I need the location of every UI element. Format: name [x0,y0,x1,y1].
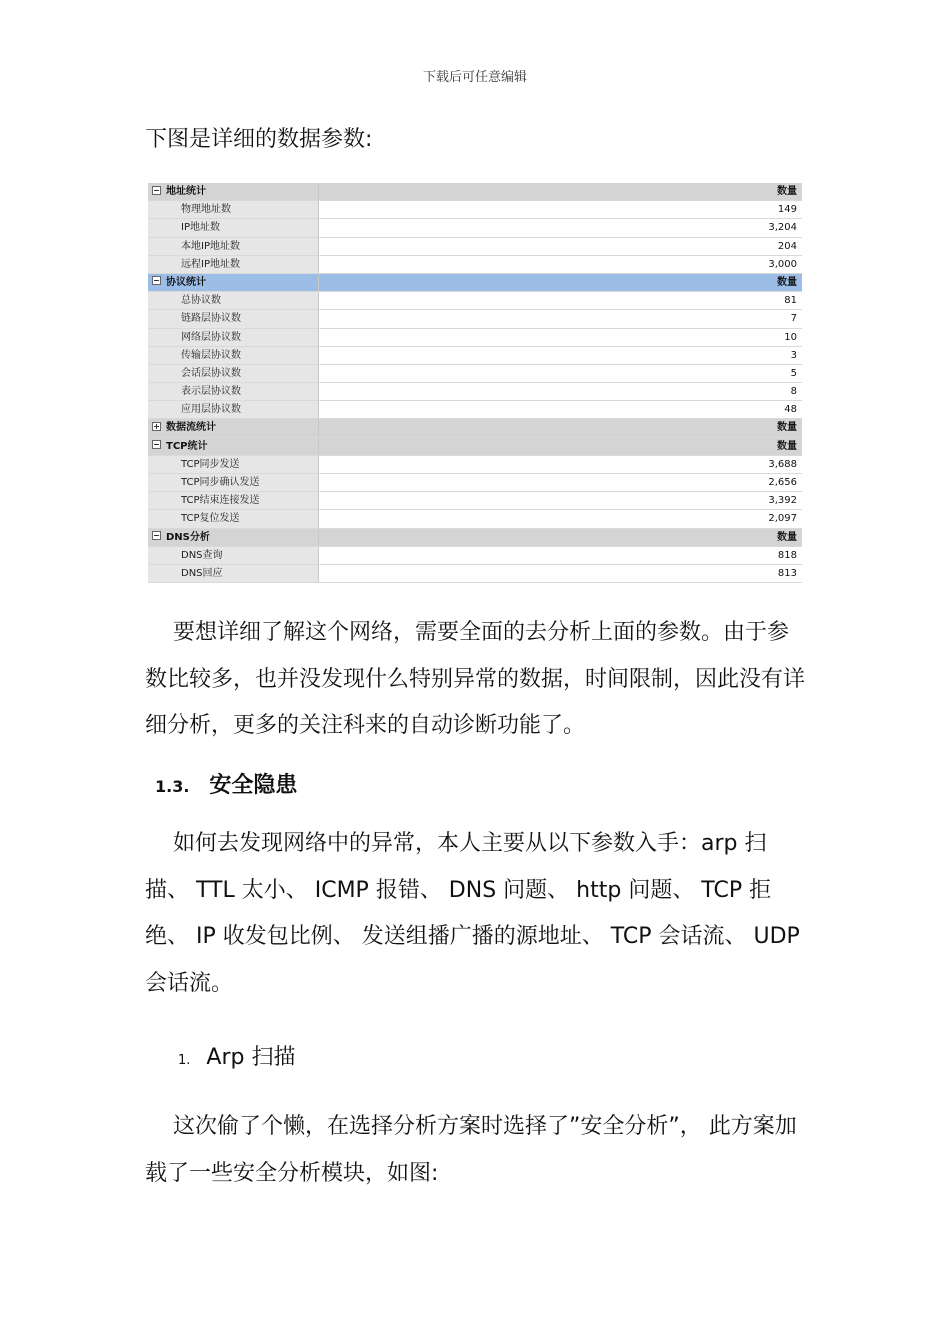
table-row[interactable] [148,219,802,237]
row-label [148,510,319,527]
row-value: 818 [319,547,802,564]
row-label-text: 远程IP地址数 [181,258,240,270]
row-label-text: TCP同步确认发送 [181,477,260,488]
row-label [148,401,319,418]
table-row[interactable] [148,383,802,401]
row-label-text: DNS回应 [181,567,223,579]
row-value: 数量 [319,419,802,436]
section-number: 1.3. [155,777,190,796]
row-value: 数量 [319,274,802,291]
row-value: 数量 [319,438,802,455]
row-value: 3,204 [319,219,802,236]
table-section-row[interactable] [148,438,802,456]
row-label [148,365,319,382]
row-label [148,201,319,218]
row-label-text: 传输层协议数 [181,349,241,361]
row-label-text: 本地IP地址数 [181,240,240,252]
row-label [148,274,319,291]
table-row[interactable] [148,292,802,310]
row-value: 813 [319,565,802,582]
row-label [148,383,319,400]
row-value: 149 [319,201,802,218]
row-label [148,456,319,473]
row-value: 2,097 [319,510,802,527]
row-value: 10 [319,329,802,346]
row-label-text: TCP同步发送 [181,458,240,470]
table-row[interactable] [148,492,802,510]
row-label [148,474,319,491]
row-label-text: TCP结束连接发送 [181,495,260,507]
row-value: 3 [319,347,802,364]
row-label [148,565,319,582]
table-row[interactable] [148,347,802,365]
list-item [178,1040,295,1071]
row-value: 3,000 [319,256,802,273]
row-value: 7 [319,310,802,327]
table-row[interactable] [148,329,802,347]
row-value: 5 [319,365,802,382]
row-label-text: TCP复位发送 [181,513,240,525]
stats-table [148,183,802,583]
row-label [148,329,319,346]
row-label-text: 链路层协议数 [181,313,241,325]
table-row[interactable] [148,547,802,565]
collapse-icon[interactable] [152,440,161,449]
row-label [148,529,319,546]
row-label [148,492,319,509]
table-section-row[interactable] [148,274,802,292]
row-value: 2,656 [319,474,802,491]
table-row[interactable] [148,474,802,492]
table-row[interactable] [148,510,802,528]
table-section-row[interactable] [148,183,802,201]
section-title: 安全隐患 [209,773,298,798]
table-row[interactable] [148,256,802,274]
table-row[interactable] [148,401,802,419]
row-label [148,547,319,564]
paragraph-3: 这次偷了个懒，在选择分析方案时选择了”安全分析”， 此方案加载了一些安全分析模块，如图: [145,1114,797,1186]
paragraph-2: 如何去发现网络中的异常，本人主要从以下参数入手：arp 扫描、 TTL 太小、 ICMP 报错、 DNS 问题、 http 问题、 TCP 拒绝、 IP 收发包比例、 发送组播广播的源地址、 TCP 会话流、 UDP 会话流。 [145,831,800,996]
expand-icon[interactable] [152,422,161,431]
intro-text: 下图是详细的数据参数: [145,127,373,152]
row-value: 81 [319,292,802,309]
row-label [148,256,319,273]
row-label-text: 总协议数 [181,295,221,307]
page-header: 下载后可任意编辑 [422,70,527,85]
table-row[interactable] [148,310,802,328]
row-value: 48 [319,401,802,418]
row-label [148,419,319,436]
list-item-number: 1. [178,1053,191,1068]
collapse-icon[interactable] [152,186,161,195]
row-label-text: 数据流统计 [166,422,216,434]
row-label [148,347,319,364]
table-section-row[interactable] [148,529,802,547]
row-label [148,219,319,236]
row-label-text: 会话层协议数 [181,367,241,379]
row-label-text: 应用层协议数 [181,404,241,416]
table-row[interactable] [148,238,802,256]
row-value: 数量 [319,529,802,546]
row-label [148,310,319,327]
row-label [148,438,319,455]
table-row[interactable] [148,365,802,383]
row-label-text: 网络层协议数 [181,331,241,343]
collapse-icon[interactable] [152,276,161,285]
row-label-text: IP地址数 [181,222,220,234]
row-label-text: DNS查询 [181,549,223,561]
row-label-text: DNS分析 [166,531,210,543]
paragraph-1: 要想详细了解这个网络，需要全面的去分析上面的参数。由于参数比较多，也并没发现什么特别异常的数据，时间限制，因此没有详细分析，更多的关注科来的自动诊断功能了。 [145,620,806,738]
row-value: 3,688 [319,456,802,473]
row-label [148,292,319,309]
table-row[interactable] [148,456,802,474]
row-value: 数量 [319,183,802,200]
row-label-text: 地址统计 [166,186,206,197]
row-label [148,183,319,200]
table-row[interactable] [148,565,802,583]
row-label-text: TCP统计 [166,440,208,452]
table-section-row[interactable] [148,419,802,437]
row-label-text: 表示层协议数 [181,386,241,398]
table-row[interactable] [148,201,802,219]
row-value: 3,392 [319,492,802,509]
row-value: 204 [319,238,802,255]
section-heading [155,768,297,799]
row-label [148,238,319,255]
row-value: 8 [319,383,802,400]
row-label-text: 物理地址数 [181,204,231,216]
row-label-text: 协议统计 [166,276,206,288]
collapse-icon[interactable] [152,531,161,540]
list-item-title: Arp 扫描 [206,1045,296,1070]
